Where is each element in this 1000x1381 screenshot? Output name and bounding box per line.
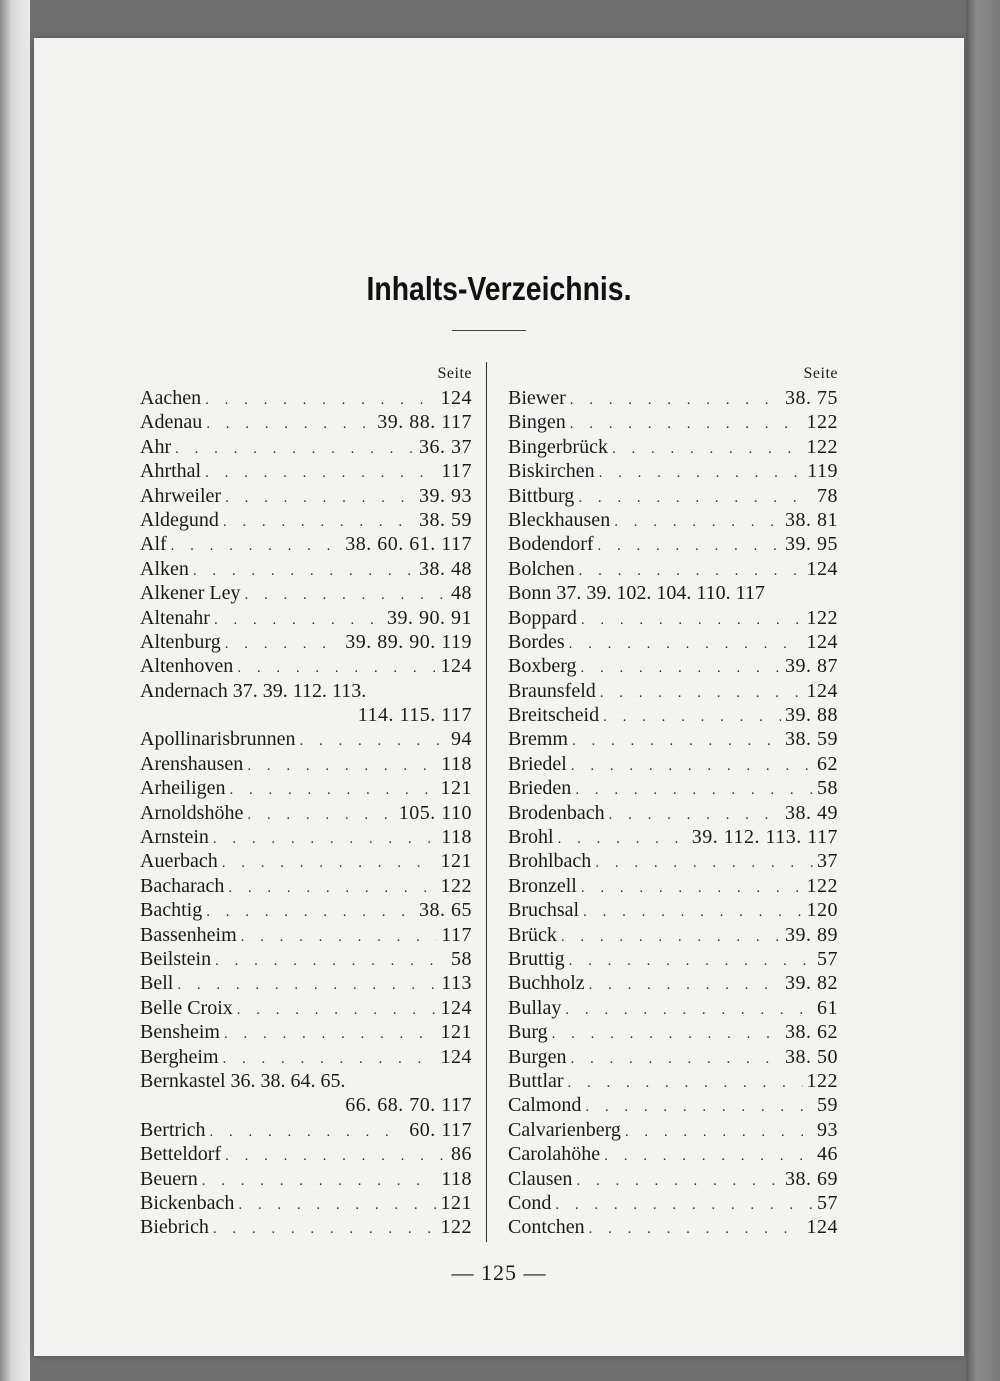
- index-column-right: [508, 362, 838, 1240]
- dot-leader: [193, 559, 415, 581]
- entry-pages: 86: [451, 1143, 472, 1166]
- page-title: Inhalts-Verzeichnis.: [366, 270, 632, 307]
- entry-name: Clausen: [508, 1167, 573, 1190]
- dot-leader: [581, 876, 803, 898]
- entry-name: Briedel: [508, 752, 567, 775]
- entry-name: Belle Croix: [140, 996, 233, 1019]
- index-entry: [508, 581, 838, 605]
- entry-name: Brück: [508, 923, 557, 946]
- index-page: [34, 38, 964, 1356]
- entry-pages: 39. 89. 90. 119: [345, 630, 472, 653]
- dot-leader: [599, 461, 804, 483]
- index-entry: [508, 484, 838, 508]
- entry-name: Carolahöhe: [508, 1143, 601, 1166]
- dot-leader: [565, 998, 813, 1020]
- dot-leader: [241, 925, 438, 947]
- dot-leader: [598, 534, 781, 556]
- dot-leader: [213, 1217, 437, 1239]
- dot-leader: [177, 973, 437, 995]
- index-entry: [508, 1215, 838, 1239]
- entry-name: Burgen: [508, 1045, 567, 1068]
- entry-name: Beuern: [140, 1167, 198, 1190]
- entry-name: Bernkastel 36. 38. 64. 65.: [140, 1069, 346, 1092]
- entry-name: Bickenbach: [140, 1191, 235, 1214]
- entry-pages: 94: [451, 728, 472, 751]
- index-entry: [140, 654, 472, 678]
- entry-pages: 62: [817, 752, 838, 775]
- entry-pages: 39. 88. 117: [377, 411, 472, 434]
- entry-pages: 122: [806, 435, 838, 458]
- entry-name: Apollinarisbrunnen: [140, 728, 296, 751]
- dot-leader: [612, 437, 803, 459]
- index-entry: [140, 825, 472, 849]
- dot-leader: [215, 949, 447, 971]
- entry-pages: 58: [817, 777, 838, 800]
- entry-name: Bonn 37. 39. 102. 104. 110. 117: [508, 582, 765, 605]
- dot-leader: [579, 559, 803, 581]
- entry-pages: 48: [451, 582, 472, 605]
- entry-name: Calmond: [508, 1094, 582, 1117]
- entry-name: Altenhoven: [140, 655, 234, 678]
- index-entry: [508, 654, 838, 678]
- entry-name: Bassenheim: [140, 923, 237, 946]
- seite-header: Seite: [437, 365, 472, 382]
- dot-leader: [585, 1095, 813, 1117]
- index-entry: [140, 996, 472, 1020]
- entry-pages: 124: [806, 630, 838, 653]
- dot-leader: [214, 608, 383, 630]
- index-entry: [140, 532, 472, 556]
- dot-leader: [581, 656, 781, 678]
- index-entry: [140, 752, 472, 776]
- index-column-left: [140, 362, 472, 1240]
- index-entry: [508, 1069, 838, 1093]
- entry-name: Bronzell: [508, 874, 577, 897]
- entry-pages: 57: [817, 1191, 838, 1214]
- dot-leader: [230, 778, 437, 800]
- dot-leader: [625, 1120, 813, 1142]
- entry-pages: 122: [806, 1069, 838, 1092]
- index-entry: [508, 1167, 838, 1191]
- index-entry: [140, 1069, 472, 1093]
- index-entry: [508, 1142, 838, 1166]
- index-entry: [140, 703, 472, 727]
- dot-leader: [223, 1047, 437, 1069]
- index-entry: [140, 581, 472, 605]
- entry-name: Ahrthal: [140, 460, 202, 483]
- dot-leader: [589, 1217, 803, 1239]
- entry-pages: 120: [806, 899, 838, 922]
- entry-name: Bodendorf: [508, 533, 594, 556]
- index-entry: [508, 679, 838, 703]
- entry-pages: 122: [440, 874, 472, 897]
- dot-leader: [238, 1193, 436, 1215]
- dot-leader: [247, 754, 437, 776]
- entry-name: Boxberg: [508, 655, 577, 678]
- index-entry: [508, 849, 838, 873]
- dot-leader: [222, 851, 437, 873]
- index-entry: [508, 532, 838, 556]
- entry-name: Calvarienberg: [508, 1118, 621, 1141]
- dot-leader: [228, 876, 436, 898]
- dot-leader: [604, 1144, 813, 1166]
- entry-name: Arheiligen: [140, 777, 226, 800]
- entry-pages: 59: [817, 1094, 838, 1117]
- index-entry: [140, 1191, 472, 1215]
- entry-pages: 38. 62: [785, 1021, 838, 1044]
- dot-leader: [569, 949, 813, 971]
- page-number: — 125 —: [451, 1260, 547, 1285]
- index-entry: [508, 1020, 838, 1044]
- dot-leader: [237, 656, 436, 678]
- entry-name: Adenau: [140, 411, 203, 434]
- title-rule: [452, 330, 526, 331]
- entry-pages: 117: [441, 460, 472, 483]
- entry-name: Auerbach: [140, 850, 218, 873]
- entry-name: Bruttig: [508, 947, 565, 970]
- entry-pages: 58: [451, 947, 472, 970]
- index-entry: [140, 923, 472, 947]
- entry-pages: 38. 69: [785, 1167, 838, 1190]
- entry-pages: 39. 88: [785, 704, 838, 727]
- entry-name: Altenahr: [140, 606, 210, 629]
- dot-leader: [223, 510, 415, 532]
- entry-name: Andernach 37. 39. 112. 113.: [140, 679, 367, 702]
- index-entry: [508, 947, 838, 971]
- entry-name: Aachen: [140, 387, 202, 409]
- dot-leader: [300, 729, 447, 751]
- entry-pages: 60. 117: [409, 1118, 472, 1141]
- entry-name: Bremm: [508, 728, 568, 751]
- entry-name: Bertrich: [140, 1118, 206, 1141]
- entry-name: Biebrich: [140, 1216, 209, 1239]
- entry-name: Bordes: [508, 630, 565, 653]
- index-entry: [140, 386, 472, 410]
- dot-leader: [595, 851, 813, 873]
- dot-leader: [205, 461, 437, 483]
- index-entry: [140, 410, 472, 434]
- entry-pages: 124: [806, 679, 838, 702]
- entry-pages: 78: [817, 484, 838, 507]
- entry-list: [508, 386, 838, 1240]
- entry-pages: 61: [817, 996, 838, 1019]
- entry-pages: 38. 60. 61. 117: [345, 533, 472, 556]
- entry-name: Braunsfeld: [508, 679, 596, 702]
- index-entry: [508, 435, 838, 459]
- entry-pages: 119: [807, 460, 838, 483]
- dot-leader: [570, 412, 803, 434]
- entry-pages: 124: [440, 655, 472, 678]
- index-entry: [508, 386, 838, 410]
- dot-leader: [225, 632, 342, 654]
- entry-name: Alf: [140, 533, 167, 556]
- entry-pages: 38. 59: [419, 508, 472, 531]
- entry-name: Boppard: [508, 606, 577, 629]
- entry-name: Bolchen: [508, 557, 575, 580]
- entry-name: Biewer: [508, 387, 566, 409]
- index-entry: [508, 1118, 838, 1142]
- dot-leader: [600, 681, 803, 703]
- index-entry: [140, 1045, 472, 1069]
- entry-pages: 39. 87: [785, 655, 838, 678]
- entry-pages: 118: [441, 826, 472, 849]
- dot-leader: [578, 486, 813, 508]
- index-entry: [140, 630, 472, 654]
- entry-name: Arnoldshöhe: [140, 801, 244, 824]
- index-entry: [140, 898, 472, 922]
- entry-name: Altenburg: [140, 630, 221, 653]
- entry-name: Brohlbach: [508, 850, 592, 873]
- index-entry: [508, 1045, 838, 1069]
- dot-leader: [210, 1120, 406, 1142]
- dot-leader: [603, 705, 781, 727]
- index-entry: [508, 630, 838, 654]
- entry-pages: 66. 68. 70. 117: [345, 1094, 472, 1117]
- entry-pages: 39. 89: [785, 923, 838, 946]
- index-entry: [140, 1167, 472, 1191]
- index-entry: [508, 508, 838, 532]
- entry-pages: 117: [441, 923, 472, 946]
- index-entry: [140, 1020, 472, 1044]
- dot-leader: [568, 1071, 803, 1093]
- index-entry: [508, 801, 838, 825]
- entry-pages: 36. 37: [419, 435, 472, 458]
- index-entry: [140, 1215, 472, 1239]
- entry-list: [140, 386, 472, 1240]
- index-entry: [508, 459, 838, 483]
- entry-name: Buchholz: [508, 972, 585, 995]
- index-entry: [140, 679, 472, 703]
- entry-name: Betteldorf: [140, 1143, 222, 1166]
- entry-name: Bensheim: [140, 1021, 220, 1044]
- dot-leader: [571, 1047, 781, 1069]
- entry-pages: 118: [441, 1167, 472, 1190]
- entry-pages: 124: [806, 557, 838, 580]
- entry-name: Bachtig: [140, 899, 203, 922]
- dot-leader: [614, 510, 781, 532]
- dot-leader: [247, 803, 394, 825]
- entry-name: Breitscheid: [508, 704, 600, 727]
- entry-name: Burg: [508, 1021, 548, 1044]
- entry-name: Buttlar: [508, 1069, 564, 1092]
- entry-name: Bingen: [508, 411, 566, 434]
- book-cover-edge: [966, 0, 1000, 1381]
- entry-name: Alken: [140, 557, 189, 580]
- dot-leader: [175, 437, 415, 459]
- entry-name: Arnstein: [140, 826, 209, 849]
- entry-pages: 39. 82: [785, 972, 838, 995]
- entry-name: Bell: [140, 972, 174, 995]
- entry-name: Bleckhausen: [508, 508, 611, 531]
- index-entry: [140, 801, 472, 825]
- entry-pages: 121: [440, 850, 472, 873]
- dot-leader: [572, 729, 781, 751]
- entry-pages: 46: [817, 1143, 838, 1166]
- entry-pages: 121: [440, 1021, 472, 1044]
- entry-name: Alkener Ley: [140, 582, 241, 605]
- index-entry: [508, 410, 838, 434]
- index-entry: [508, 971, 838, 995]
- entry-pages: 38. 49: [785, 801, 838, 824]
- entry-pages: 38. 65: [419, 899, 472, 922]
- entry-name: Biskirchen: [508, 460, 595, 483]
- dot-leader: [576, 1169, 781, 1191]
- entry-name: Bergheim: [140, 1045, 219, 1068]
- entry-name: Brodenbach: [508, 801, 605, 824]
- dot-leader: [589, 973, 781, 995]
- seite-header: Seite: [803, 365, 838, 382]
- entry-name: Arenshausen: [140, 752, 244, 775]
- dot-leader: [555, 1193, 813, 1215]
- dot-leader: [561, 925, 781, 947]
- index-entry: [508, 923, 838, 947]
- entry-pages: 118: [441, 752, 472, 775]
- dot-leader: [583, 900, 802, 922]
- index-entry: [508, 727, 838, 751]
- entry-pages: 113: [441, 972, 472, 995]
- index-entry: [140, 484, 472, 508]
- entry-pages: 38. 81: [785, 508, 838, 531]
- entry-name: Ahrweiler: [140, 484, 222, 507]
- index-entry: [140, 606, 472, 630]
- entry-name: Contchen: [508, 1216, 585, 1239]
- entry-pages: 39. 93: [419, 484, 472, 507]
- dot-leader: [206, 412, 373, 434]
- entry-pages: 121: [440, 1191, 472, 1214]
- dot-leader: [245, 583, 447, 605]
- dot-leader: [225, 1144, 447, 1166]
- entry-name: Brohl: [508, 826, 554, 849]
- entry-pages: 38. 48: [419, 557, 472, 580]
- index-entry: [140, 459, 472, 483]
- index-entry: [508, 996, 838, 1020]
- index-entry: [140, 435, 472, 459]
- entry-pages: 38. 59: [785, 728, 838, 751]
- entry-name: Ahr: [140, 435, 172, 458]
- entry-pages: 124: [440, 1045, 472, 1068]
- index-entry: [140, 971, 472, 995]
- index-entry: [140, 727, 472, 751]
- index-entry: [508, 752, 838, 776]
- dot-leader: [571, 754, 813, 776]
- dot-leader: [224, 1022, 437, 1044]
- entry-pages: 38. 50: [785, 1045, 838, 1068]
- index-entry: [508, 703, 838, 727]
- entry-name: Bittburg: [508, 484, 575, 507]
- entry-name: Bullay: [508, 996, 562, 1019]
- entry-pages: 122: [806, 606, 838, 629]
- dot-leader: [570, 388, 781, 410]
- dot-leader: [171, 534, 342, 556]
- entry-name: Brieden: [508, 777, 572, 800]
- entry-pages: 93: [817, 1118, 838, 1141]
- dot-leader: [575, 778, 813, 800]
- dot-leader: [552, 1022, 781, 1044]
- index-entry: [140, 874, 472, 898]
- dot-leader: [609, 803, 781, 825]
- entry-pages: 39. 95: [785, 533, 838, 556]
- entry-pages: 38. 75: [785, 387, 838, 409]
- entry-name: Bacharach: [140, 874, 225, 897]
- index-entry: [508, 776, 838, 800]
- entry-pages: 124: [440, 387, 472, 409]
- left-page-edge: [0, 0, 30, 1381]
- entry-pages: 122: [806, 411, 838, 434]
- entry-pages: 124: [806, 1216, 838, 1239]
- entry-pages: 39. 112. 113. 117: [691, 826, 838, 849]
- dot-leader: [206, 900, 415, 922]
- dot-leader: [225, 486, 415, 508]
- dot-leader: [581, 608, 803, 630]
- dot-leader: [569, 632, 803, 654]
- entry-name: Bingerbrück: [508, 435, 608, 458]
- entry-pages: 57: [817, 947, 838, 970]
- entry-pages: 122: [440, 1216, 472, 1239]
- dot-leader: [237, 998, 437, 1020]
- entry-pages: 122: [806, 874, 838, 897]
- entry-pages: 114. 115. 117: [357, 704, 472, 727]
- entry-name: Cond: [508, 1191, 552, 1214]
- index-entry: [508, 874, 838, 898]
- dot-leader: [558, 827, 688, 849]
- index-entry: [140, 557, 472, 581]
- index-entry: [508, 557, 838, 581]
- column-divider: [486, 362, 487, 1242]
- entry-name: Aldegund: [140, 508, 219, 531]
- index-entry: [140, 508, 472, 532]
- index-entry: [508, 898, 838, 922]
- entry-name: Beilstein: [140, 947, 212, 970]
- index-entry: [508, 606, 838, 630]
- entry-pages: 124: [440, 996, 472, 1019]
- index-entry: [140, 776, 472, 800]
- entry-pages: 39. 90. 91: [387, 606, 472, 629]
- entry-name: Bruchsal: [508, 899, 580, 922]
- index-entry: [508, 825, 838, 849]
- dot-leader: [213, 827, 437, 849]
- dot-leader: [202, 1169, 437, 1191]
- index-entry: [508, 1093, 838, 1117]
- index-entry: [140, 1142, 472, 1166]
- entry-pages: 37: [817, 850, 838, 873]
- entry-pages: 121: [440, 777, 472, 800]
- index-entry: [140, 947, 472, 971]
- dot-leader: [205, 388, 436, 410]
- index-entry: [140, 1093, 472, 1117]
- entry-pages: 105. 110: [398, 801, 472, 824]
- index-entry: [140, 1118, 472, 1142]
- index-entry: [140, 849, 472, 873]
- index-entry: [508, 1191, 838, 1215]
